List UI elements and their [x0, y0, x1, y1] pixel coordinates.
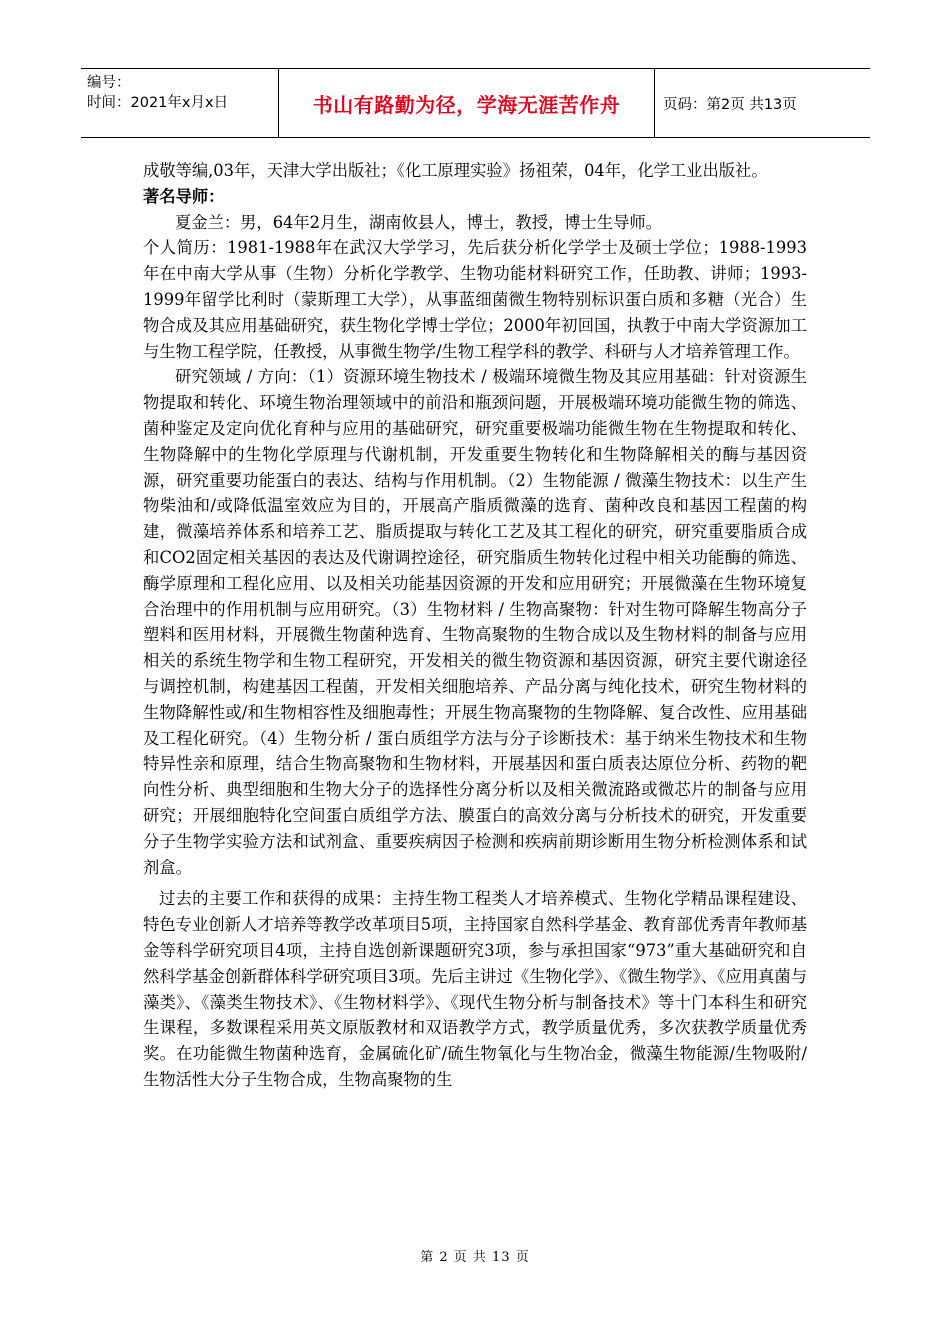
document-header	[81, 68, 870, 138]
paragraph-research: 研究领域 / 方向：（1）资源环境生物技术 / 极端环境微生物及其应用基础：针对资源生物提取和转化、环境生物治理领域中的前沿和瓶颈问题，开展极端环境功能微生物的筛选、菌种鉴定及定向优化育种与应用的基础研究，研究重要极端功能微生物在生物提取和转化、生物降解中的生物化学原理与代谢机制，开发重要生物转化和生物降解相关的酶与基因资源，研究重要功能蛋白的表达、结构与作用机制。（2）生物能源 / 微藻生物技术：以生产生物柴油和/或降低温室效应为目的，开展高产脂质微藻的选育、菌种改良和基因工程菌的构建，微藻培养体系和培养工艺、脂质提取与转化工艺及其工程化的研究，研究重要脂质合成和CO2固定相关基因的表达及代谢调控途径，研究脂质生物转化过程中相关功能酶的筛选、酶学原理和工程化应用、以及相关功能基因资源的开发和应用研究；开展微藻在生物环境复合治理中的作用机制与应用研究。（3）生物材料 / 生物高聚物：针对生物可降解生物高分子塑料和医用材料，开展微生物菌种选育、生物高聚物的生物合成以及生物材料的制备与应用相关的系统生物学和生物工程研究，开发相关的微生物资源和基因资源，研究主要代谢途径与调控机制，构建基因工程菌，开发相关细胞培养、产品分离与纯化技术，研究生物材料的生物降解性或/和生物相容性及细胞毒性；开展生物高聚物的生物降解、复合改性、应用基础及工程化研究。（4）生物分析 / 蛋白质组学方法与分子诊断技术：基于纳米生物技术和生物特异性亲和原理，结合生物高聚物和生物材料，开展基因和蛋白质表达原位分析、药物的靶向性分析、典型细胞和生物大分子的选择性分离分析以及相关微流路或微芯片的制备与应用研究；开展细胞特化空间蛋白质组学方法、膜蛋白的高效分离与分析技术的研究，开发重要分子生物学实验方法和试剂盒、重要疾病因子检测和疾病前期诊断用生物分析检测体系和试剂盒。	[143, 367, 807, 877]
paragraph-achievements: 过去的主要工作和获得的成果：主持生物工程类人才培养模式、生物化学精品课程建设、特色专业创新人才培养等教学改革项目5项，主持国家自然科学基金、教育部优秀青年教师基金等科学研究项目4项，主持自选创新课题研究3项，参与承担国家“973”重大基础研究和自然科学基金创新群体科学研究项目3项。先后主讲过《生物化学》、《微生物学》、《应用真菌与藻类》、《藻类生物技术》、《生物材料学》、《现代生物分析与制备技术》等十门本科生和研究生课程，多数课程采用英文原版教材和双语教学方式，教学质量优秀，多次获教学质量优秀奖。在功能微生物菌种选育，金属硫化矿/硫生物氧化与生物冶金，微藻生物能源/生物吸附/生物活性大分子生物合成，生物高聚物的生	[143, 889, 807, 1089]
document-body	[143, 158, 807, 1093]
motto: 书山有路勤为径，学海无涯苦作舟	[279, 69, 655, 137]
paragraph-resume: 个人简历：1981-1988年在武汉大学学习，先后获分析化学学士及硕士学位；1988-1993年在中南大学从事（生物）分析化学教学、生物功能材料研究工作，任助教、讲师；1993-1999年留学比利时（蒙斯理工大学），从事蓝细菌微生物特别标识蛋白质和多糖（光合）生物合成及其应用基础研究，获生物化学博士学位；2000年初回国，执教于中南大学资源加工与生物工程学院，任教授，从事微生物学/生物工程学科的教学、科研与人才培养管理工作。	[143, 238, 807, 361]
number-label: 编号：	[87, 75, 131, 91]
section-heading: 著名导师：	[143, 186, 225, 206]
page-info: 页码：第2页 共13页	[663, 96, 797, 113]
page-footer: 第 2 页 共 13 页	[420, 1250, 530, 1265]
paragraph-profile: 夏金兰：男，64年2月生，湖南攸县人，博士，教授，博士生导师。	[175, 212, 662, 232]
paragraph-references: 成敬等编,03年，天津大学出版社；《化工原理实验》扬祖荣，04年，化学工业出版社。	[143, 161, 768, 180]
header-meta	[81, 69, 279, 137]
time-label: 时间：2021年x月x日	[87, 95, 229, 111]
